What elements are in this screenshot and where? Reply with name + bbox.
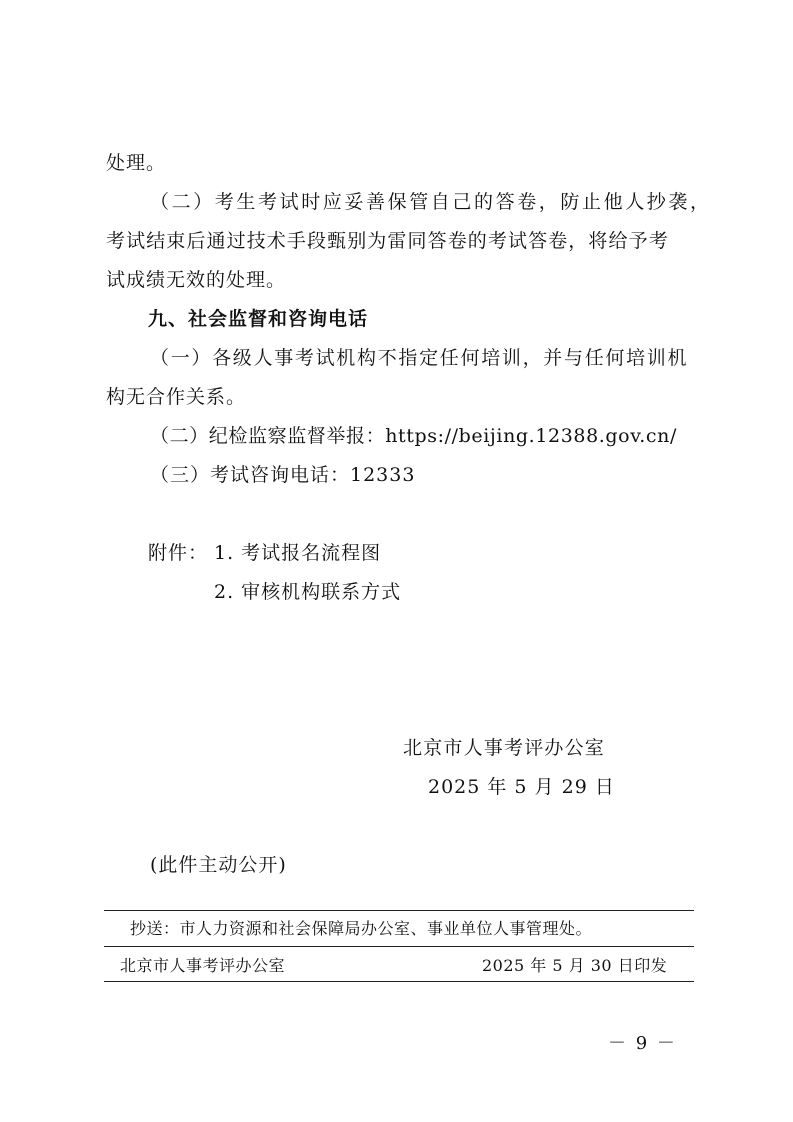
page-number: － 9 － xyxy=(608,1033,677,1054)
print-date: 2025 年 5 月 30 日印发 xyxy=(482,956,668,975)
disclosure-note: (此件主动公开) xyxy=(150,854,287,876)
hotline: （三）考试咨询电话：12333 xyxy=(150,464,416,486)
item-2-line-1: （二）考生考试时应妥善保管自己的答卷，防止他人抄袭， xyxy=(150,191,712,213)
signature-date: 2025 年 5 月 29 日 xyxy=(428,776,615,798)
item-2-line-3: 试成绩无效的处理。 xyxy=(106,269,287,291)
footer-bottom-rule xyxy=(104,981,694,982)
cc-line: 抄送：市人力资源和社会保障局办公室、事业单位人事管理处。 xyxy=(130,919,593,938)
attachment-item-2: 2. 审核机构联系方式 xyxy=(214,581,402,603)
issuer: 北京市人事考评办公室 xyxy=(120,956,286,975)
item-1-line-1: （一）各级人事考试机构不指定任何培训，并与任何培训机 xyxy=(150,347,689,369)
footer-top-rule xyxy=(104,910,694,911)
section-heading: 九、社会监督和咨询电话 xyxy=(148,308,369,330)
attachment-item-1: 1. 考试报名流程图 xyxy=(214,542,382,564)
attachment-label: 附件： xyxy=(148,542,209,564)
item-2-line-2: 考试结束后通过技术手段甄别为雷同答卷的考试答卷，将给予考 xyxy=(106,230,669,252)
footer-mid-rule xyxy=(104,946,694,947)
signature-org: 北京市人事考评办公室 xyxy=(403,737,606,759)
report-link: （二）纪检监察监督举报：https://beijing.12388.gov.cn/ xyxy=(150,425,677,447)
paragraph-continuation: 处理。 xyxy=(106,152,167,174)
item-1-line-2: 构无合作关系。 xyxy=(106,386,247,408)
